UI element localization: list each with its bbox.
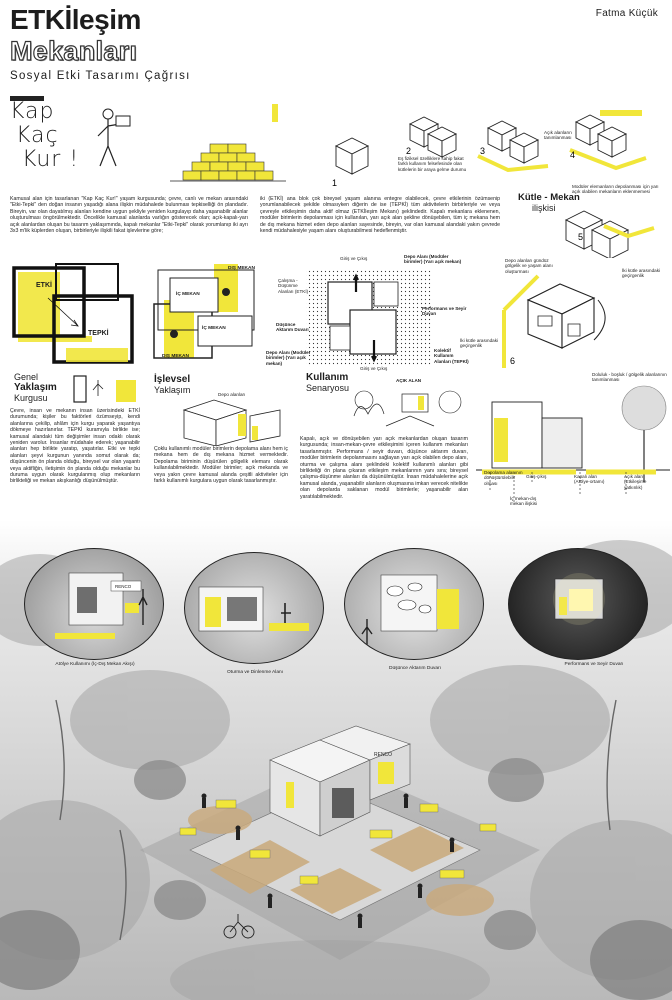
circle-4-scene bbox=[509, 549, 648, 660]
islevsel-depo-label: Depo alanları bbox=[218, 392, 246, 397]
step-number-3: 3 bbox=[480, 146, 486, 156]
islevsel-dis-mekan-2: DIŞ MEKAN bbox=[162, 354, 189, 359]
circle-3-scene bbox=[345, 549, 484, 660]
genel-mini-figures bbox=[72, 372, 138, 406]
section-label-depo: Depolama alanının dönüştürülebilir olması bbox=[484, 470, 523, 486]
kutle-step5-diagram bbox=[556, 200, 666, 258]
circle-caption-3: Düşünce Aktarım Duvarı bbox=[389, 666, 441, 671]
kullanim-giris-label-2: Giriş ve Çıkış bbox=[360, 366, 388, 371]
islevsel-title: İşlevsel bbox=[154, 374, 191, 385]
islevsel-ic-mekan: İÇ MEKAN bbox=[176, 292, 200, 297]
circle-caption-1: Atölye Kullanımı (İç-Dış Mekan Akışı) bbox=[55, 662, 135, 667]
genel-title: Genel bbox=[14, 372, 39, 382]
kullanim-text: Kapalı, açık ve dönüşebilen yarı açık mekanlardan oluşan tasarım kurgusunda; insan-mekan-çevre etkileşimini içeren kullanım mekanları tasarlanmıştır. Performans / seyir duvarı, düşünce aktarım duvarı, modüler birimlerin depolanmasını sağlayan yarı açık olabilen depo alanı, oturma ve çalışma alanı şeklindeki kolektif kullanımlı alanları gibi birlikteliği ön plana çıkaran etkileşim mekanlarının yanı sıra; bireysel çalışma-düşünme alanları da düşünülmüştür. İnsan müdahalelerine açık kamusal alanda, yaşanabilir alanların oluşmasına imkan verecek nitelikte olan depolarda saklanan modül birimlerle; yaşanabilir alan yaratılabilmektedir. bbox=[300, 436, 468, 500]
kullanim-kolektif-label: Kolektif Kullanım Alanları (TEPKİ) bbox=[434, 348, 469, 364]
kullanim-calisma-label: Çalışma - Düşünme Alanları (ETKİ) bbox=[278, 278, 309, 294]
kullanim-title: Kullanım bbox=[306, 372, 349, 383]
islevsel-text: Çoklu kullanımlı modüler birimlerin depolama alanı hem iç mekana hem de dış mekana hizmet vermektedir. Depolama biriminin düşürülen gölgelik elemanı olarak kullanılabilmektedir. Modüler birimler; açık mekanda ve veya yakın çevre kamusal alanda çeşitli aktiviteler için farklı kullanımlı kurgulara uygun olarak tasarlanmıştır. bbox=[154, 446, 288, 485]
kullanim-giris-label-1: Giriş ve Çıkış bbox=[340, 256, 368, 261]
genel-diagram bbox=[8, 258, 148, 370]
step-number-4: 4 bbox=[570, 150, 576, 160]
kac-line: Kaç bbox=[16, 123, 59, 148]
genel-title-bold: Yaklaşım bbox=[14, 382, 57, 393]
circle-1-scene bbox=[25, 549, 164, 660]
section-label-kapali: Kapalı alan (Atölye-ortamı) bbox=[574, 474, 605, 485]
kullanim-depo-label-2: Depo Alanı (Modüler birimler) (Yarı açık mekan) bbox=[266, 350, 311, 366]
section-drawing bbox=[476, 378, 670, 528]
circle-render-4 bbox=[508, 548, 648, 660]
kur-line: Kur ! bbox=[22, 147, 80, 172]
sign-text: RENCO bbox=[115, 584, 132, 589]
author-name: Fatma Küçük bbox=[595, 8, 658, 19]
section-label-ic-dis: İç mekan-dış mekan ilişkisi bbox=[510, 496, 538, 507]
render-sign-text: RENCO bbox=[374, 752, 393, 758]
circle-caption-4: Performans ve Seyir Duvarı bbox=[564, 662, 624, 667]
islevsel-sub: Yaklaşım bbox=[154, 385, 191, 395]
hero-illustration bbox=[90, 104, 290, 190]
islevsel-ic-mekan-2: İÇ MEKAN bbox=[202, 326, 226, 331]
title-line-1: ETKİleşim bbox=[10, 4, 141, 35]
genel-tepki-label: TEPKİ bbox=[88, 330, 109, 337]
step1-note: Eş fiziksel özelliklere sahip fakat farklı kullanım felsefesinde olan kütlelerin bir araya gelme durumu bbox=[398, 156, 467, 172]
genel-etki-label: ETKİ bbox=[36, 282, 52, 289]
kullanim-plan bbox=[300, 262, 440, 372]
step6-note-a: İki kütle arasındaki geçirgenlik bbox=[460, 338, 499, 349]
step4-note: Modüler elemanların depolanması için yarı açık olabilen mekanların eklenmemesi bbox=[572, 184, 659, 195]
genel-sub: Kurgusu bbox=[14, 393, 48, 403]
massing-step6 bbox=[498, 270, 628, 370]
step-number-1: 1 bbox=[332, 178, 338, 188]
cubes-diagram bbox=[318, 104, 668, 196]
genel-text: Çevre, insan ve mekanın insan üzerisindeki ETKİ durumunda; kişiler bu faktörleri özümseyip, kendi alanlarına çekilip, ahlâm için kurgu yaparak yaşantıya dökmeye hazırlanırlar. TEPKİ kuramıyla birlikte ise; kamusal alandaki tüm değişimler insan odaklı olarak yeniden varolur. İnsanlar müdahale ederek; yaşanabilir alanları hep birlikte yaratıp, yaşatırlar. Etki ve tepki alanları şeyvi kurgunun yanında somut olarak da; düşüncenin ön planda olduğu, bireysel var olan yaşantı veya aktifliğin, iletişimin ön planda olduğu mekanlar bu duruma uygun olarak kurgulanmış olup mekanların birlikteliği ve mekan akışkanlığı düşünülmüştür. bbox=[10, 408, 140, 485]
step6-note-b: Doluluk - boşluk / gölgelik alanlarının tanımlanması bbox=[592, 372, 667, 383]
kap-line: Kap bbox=[10, 99, 55, 124]
kullanim-depo-label-1: Depo Alanı (Modüler birimler) (Yarı açık mekan) bbox=[404, 254, 462, 265]
kullanim-performans-label: Performans ve Seyir Duvarı bbox=[422, 306, 467, 317]
kullanim-sketch bbox=[346, 386, 476, 432]
circle-render-2 bbox=[184, 552, 324, 664]
intro-text-col1: Kamusal alan için tasarlanan "Kap Kaç Kur!" yaşam kurgusunda; çevre, canlı ve mekan arasındaki "Etki-Tepki" den doğan insanın yaşadığı alana ilişkin müdahalede bulunması tepkiselliği ön plandadır. Bireyin, var olan dayatılmış alanları kendine uygun şekliyle yeniden kurgulayıp daha yaşanabilir alanlar oluşturulması öngörülmektedir. Öncelikle kamusal alanlarda varlığın gösterecek olan; açık-kapalı-yarı açık alanlardan oluşan bu tasarım yaklaşımında, kapalı mekanlar "Etki-Tepki" olarak yorumlanıp iki ayrı 3x3 m'lik küplerden oluşan, birbirleriyle ilişkili fakat işlevlerine göre; bbox=[10, 196, 248, 235]
subtitle: Sosyal Etki Tasarımı Çağrısı bbox=[10, 70, 191, 82]
kutle-mekan-title: Kütle - Mekan bbox=[518, 192, 580, 203]
title-line-2: Mekanları bbox=[10, 36, 138, 66]
aerial-render bbox=[120, 700, 550, 970]
step5-note-b: İki kütle arasındaki geçirgenlik bbox=[622, 268, 661, 279]
kutle-mekan-sub: ilişkisi bbox=[532, 203, 556, 213]
circle-caption-2: Oturma ve Dinlenme Alanı bbox=[227, 670, 283, 675]
circle-2-scene bbox=[185, 553, 324, 664]
step-number-5: 5 bbox=[578, 232, 584, 242]
circle-render-3 bbox=[344, 548, 484, 660]
islevsel-dis-mekan: DIŞ MEKAN bbox=[228, 266, 255, 271]
circle-render-1 bbox=[24, 548, 164, 660]
step3-note: Açık alanların tanımlanması bbox=[544, 130, 572, 141]
kullanim-sub: Senaryosu bbox=[306, 383, 350, 393]
kap-kac-kur bbox=[10, 100, 79, 172]
section-label-giris: Giriş-çıkış bbox=[526, 474, 547, 479]
kullanim-dusunce-label: Düşünce Aktarım Duvarı bbox=[276, 322, 309, 333]
step-number-2: 2 bbox=[406, 146, 412, 156]
intro-text-col2: iki (ETKİ) ana blok çok bireysel yaşam alanına entegre olabilecek, çevre etkilerinin özümsenip yorumlanabilecek şekilde olmasıyken diğerin de ise (TEPKİ) tüm aktivitelerin birbirleriyle ve veya çevreyle etkileşimin daha aktif olmaz (ETKİleşim Mekanı) şeklindedir. Kapalı mekanlara eklenenen, modüler birimlerin depolanması için kullanılan, yarı açık alan şekline dönüşebilen, tüm iç mekana hem de dış mekana hizmet eden depo alanları sayesinde, bireyin, var olan kamusal alandaki yakın çevrede kendi müdahalesiyle yaşam alanı oluşturabilmesi hedeflenmiştir. bbox=[260, 196, 500, 235]
kullanim-acik-label: AÇIK ALAN bbox=[396, 378, 422, 383]
islevsel-sketch bbox=[180, 396, 290, 446]
step5-note-a: Depo alanları gündüz gölgelik ve yaşam alanı oluşturması bbox=[505, 258, 553, 274]
section-label-acik: Açık alan (Etkileşime yatkınlık) bbox=[624, 474, 647, 490]
step-number-6: 6 bbox=[510, 356, 516, 366]
